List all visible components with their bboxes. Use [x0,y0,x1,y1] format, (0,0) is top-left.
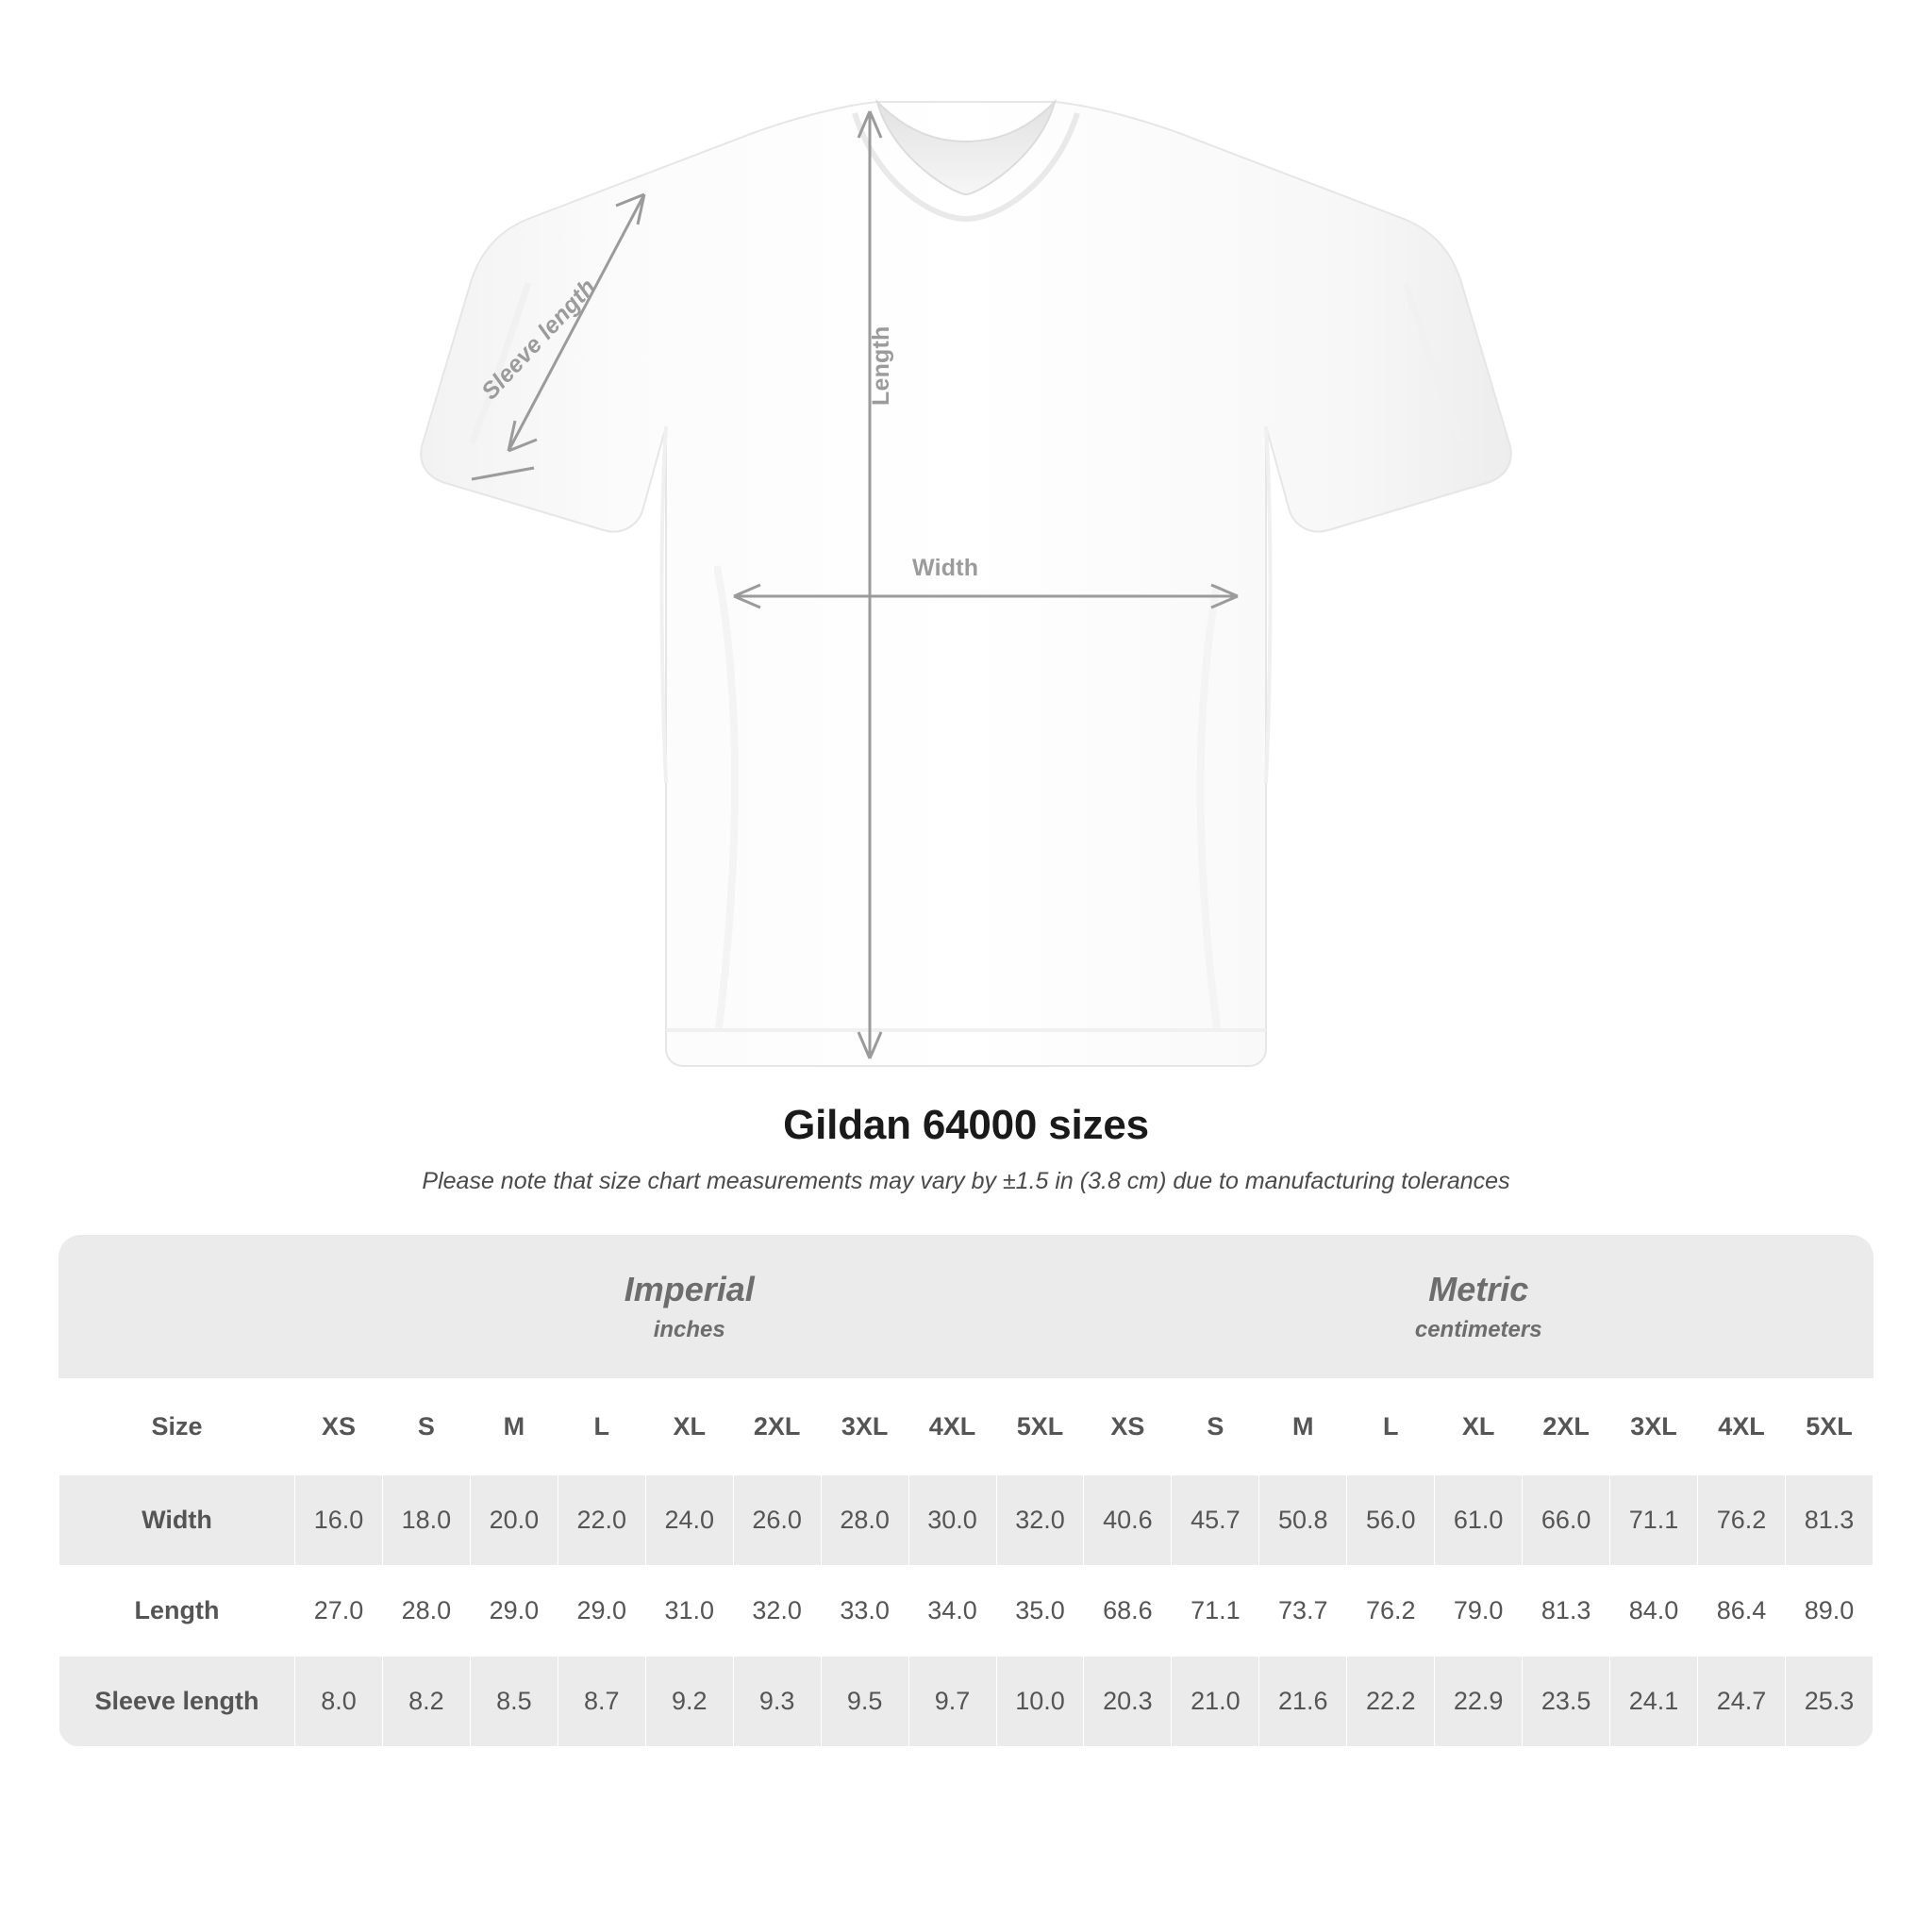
unit-header-row [59,1235,1874,1378]
table-cell: 9.3 [733,1656,821,1746]
size-header-row [59,1378,1874,1474]
table-cell: 9.5 [821,1656,908,1746]
size-table [58,1235,1874,1747]
size-header-cell: XS [295,1378,383,1474]
table-cell: 76.2 [1347,1565,1435,1656]
size-header-cell: 4XL [1698,1378,1786,1474]
size-header-cell: L [1347,1378,1435,1474]
size-header-cell: XL [1435,1378,1523,1474]
table-cell: 32.0 [733,1565,821,1656]
table-cell: 8.0 [295,1656,383,1746]
size-header-cell: XS [1084,1378,1172,1474]
table-cell: 16.0 [295,1474,383,1565]
table-cell: 10.0 [996,1656,1084,1746]
table-cell: 71.1 [1172,1565,1259,1656]
table-cell: 8.2 [382,1656,470,1746]
row-label-sleeve-length: Sleeve length [59,1656,295,1746]
table-cell: 20.3 [1084,1656,1172,1746]
table-cell: 76.2 [1698,1474,1786,1565]
table-cell: 33.0 [821,1565,908,1656]
table-cell: 66.0 [1523,1474,1610,1565]
table-cell: 22.2 [1347,1656,1435,1746]
table-cell: 24.0 [645,1474,733,1565]
table-cell: 8.7 [558,1656,645,1746]
table-cell: 9.7 [908,1656,996,1746]
table-row [59,1565,1874,1656]
size-header-cell: 2XL [1523,1378,1610,1474]
table-cell: 24.1 [1610,1656,1698,1746]
table-cell: 56.0 [1347,1474,1435,1565]
unit-group-metric [1084,1235,1874,1378]
length-label: Length [868,325,894,406]
table-cell: 81.3 [1523,1565,1610,1656]
table-cell: 81.3 [1785,1474,1873,1565]
table-cell: 26.0 [733,1474,821,1565]
table-row [59,1474,1874,1565]
page-title: Gildan 64000 sizes [783,1102,1149,1148]
size-header-cell: M [470,1378,558,1474]
table-cell: 32.0 [996,1474,1084,1565]
size-header-cell: 5XL [996,1378,1084,1474]
size-header-cell: 2XL [733,1378,821,1474]
size-header-cell: 3XL [821,1378,908,1474]
size-header-cell: M [1259,1378,1347,1474]
table-cell: 40.6 [1084,1474,1172,1565]
table-cell: 73.7 [1259,1565,1347,1656]
table-cell: 84.0 [1610,1565,1698,1656]
size-header-cell: S [382,1378,470,1474]
size-header-cell: 5XL [1785,1378,1873,1474]
row-header-size: Size [59,1378,295,1474]
size-header-cell: XL [645,1378,733,1474]
size-header-cell: S [1172,1378,1259,1474]
table-cell: 8.5 [470,1656,558,1746]
table-cell: 22.9 [1435,1656,1523,1746]
table-cell: 25.3 [1785,1656,1873,1746]
unit-group-imperial [295,1235,1084,1378]
table-cell: 89.0 [1785,1565,1873,1656]
table-cell: 29.0 [558,1565,645,1656]
table-cell: 71.1 [1610,1474,1698,1565]
sleeve-length-label: Sleeve length [476,274,602,406]
table-cell: 9.2 [645,1656,733,1746]
unit-group-metric-name: Metric [1428,1269,1529,1308]
table-cell: 68.6 [1084,1565,1172,1656]
table-cell: 21.0 [1172,1656,1259,1746]
title-block [0,1102,1932,1195]
table-cell: 35.0 [996,1565,1084,1656]
table-cell: 22.0 [558,1474,645,1565]
size-header-cell: L [558,1378,645,1474]
row-label-length: Length [59,1565,295,1656]
table-cell: 28.0 [821,1474,908,1565]
tolerance-note: Please note that size chart measurements may vary by ±1.5 in (3.8 cm) due to manufacturing tolerances [422,1168,1510,1194]
size-table-wrapper [58,1235,1874,1747]
unit-group-metric-sub: centimeters [1414,1316,1542,1342]
unit-group-imperial-name: Imperial [624,1269,755,1308]
table-cell: 34.0 [908,1565,996,1656]
table-cell: 18.0 [382,1474,470,1565]
table-cell: 79.0 [1435,1565,1523,1656]
table-cell: 20.0 [470,1474,558,1565]
unit-group-imperial-sub: inches [653,1316,725,1342]
table-cell: 23.5 [1523,1656,1610,1746]
table-row [59,1656,1874,1746]
table-cell: 61.0 [1435,1474,1523,1565]
table-cell: 86.4 [1698,1565,1786,1656]
corner-blank-cell [59,1235,295,1378]
table-cell: 28.0 [382,1565,470,1656]
size-header-cell: 4XL [908,1378,996,1474]
size-header-cell: 3XL [1610,1378,1698,1474]
table-cell: 31.0 [645,1565,733,1656]
table-cell: 50.8 [1259,1474,1347,1565]
table-cell: 45.7 [1172,1474,1259,1565]
tshirt-body-shape [421,102,1510,1066]
row-label-width: Width [59,1474,295,1565]
table-cell: 21.6 [1259,1656,1347,1746]
width-label: Width [912,555,979,581]
table-cell: 29.0 [470,1565,558,1656]
table-cell: 24.7 [1698,1656,1786,1746]
table-cell: 27.0 [295,1565,383,1656]
table-cell: 30.0 [908,1474,996,1565]
